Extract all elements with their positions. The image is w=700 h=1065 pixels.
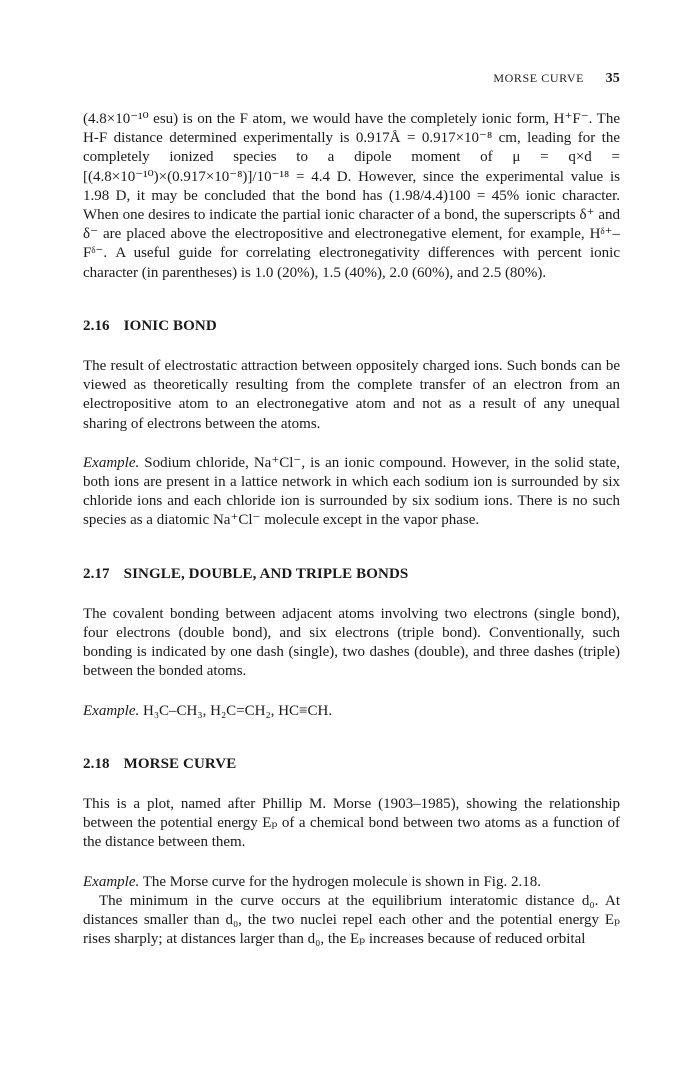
example-text: H₃C–CH₃, H₂C=CH₂, HC≡CH. xyxy=(142,702,333,719)
section-heading-morse-curve xyxy=(83,755,620,774)
section-heading-ionic-bond xyxy=(83,317,620,336)
continuation-paragraph: The minimum in the curve occurs at the equilibrium interatomic distance d₀. At distances smaller than d₀, the two nuclei repel each other and the potential energy Eₚ rises sharply; at distances larger than d₀, the Eₚ increases because of reduced orbital xyxy=(83,892,620,948)
running-head xyxy=(493,70,620,87)
example-label: Example. xyxy=(83,873,140,890)
running-head-title: MORSE CURVE xyxy=(493,71,585,85)
example-label: Example. xyxy=(83,702,140,719)
section-body: This is a plot, named after Phillip M. Morse (1903–1985), showing the relationship between the potential energy Eₚ of a chemical bond between two atoms as a function of the distance between them. xyxy=(83,796,620,851)
section-title: SINGLE, DOUBLE, AND TRIPLE BONDS xyxy=(123,565,409,582)
example-text: Sodium chloride, Na⁺Cl⁻, is an ionic compound. However, in the solid state, both ions are present in a lattice network in which each sodium ion is surrounded by six chloride ions and each chloride ion is surrounded by six sodium ions. There is no such species as a diatomic Na⁺Cl⁻ molecule except in the vapor phase. xyxy=(83,454,620,529)
example-label: Example. xyxy=(83,454,140,471)
section-number: 2.18 xyxy=(83,755,110,772)
section-body: The covalent bonding between adjacent atoms involving two electrons (single bond), four electrons (double bond), and six electrons (triple bond). Conventionally, such bonding is indicated by one dash (single), two dashes (double), and three dashes (triple) between the bonded atoms. xyxy=(83,605,620,680)
page-content xyxy=(83,110,620,950)
intro-paragraph: (4.8×10⁻¹⁰ esu) is on the F atom, we would have the completely ionic form, H⁺F⁻. The H-F distance determined experimentally is 0.917Å = 0.917×10⁻⁸ cm, leading for the completely ionized species to a dipole moment of μ = q×d = [(4.8×10⁻¹⁰)×(0.917×10⁻⁸)]/10⁻¹⁸ = 4.4 D. However, since the experimental value is 1.98 D, it may be concluded that the bond has (1.98/4.4)100 = 45% ionic character. When one desires to indicate the partial ionic character of a bond, the superscripts δ⁺ and δ⁻ are placed above the electropositive and electronegative element, for example, Hᵟ⁺–Fᵟ⁻. A useful guide for correlating electronegativity differences with percent ionic character (in parentheses) is 1.0 (20%), 1.5 (40%), 2.0 (60%), and 2.5 (80%). xyxy=(83,111,620,281)
section-number: 2.17 xyxy=(83,565,110,582)
section-body: The result of electrostatic attraction between oppositely charged ions. Such bonds can be viewed as theoretically resulting from the complete transfer of an electron from an electropositive atom to an electronegative atom and not as a result of any unequal sharing of electrons between the atoms. xyxy=(83,358,620,432)
section-number: 2.16 xyxy=(83,317,110,334)
page-number: 35 xyxy=(605,71,620,86)
example-paragraph xyxy=(83,873,620,892)
example-paragraph xyxy=(83,454,620,531)
section-heading-single-double-triple-bonds xyxy=(83,565,620,584)
section-title: MORSE CURVE xyxy=(123,755,237,772)
section-title: IONIC BOND xyxy=(123,317,217,334)
example-paragraph xyxy=(83,702,620,721)
example-text: The Morse curve for the hydrogen molecule is shown in Fig. 2.18. xyxy=(142,873,541,890)
